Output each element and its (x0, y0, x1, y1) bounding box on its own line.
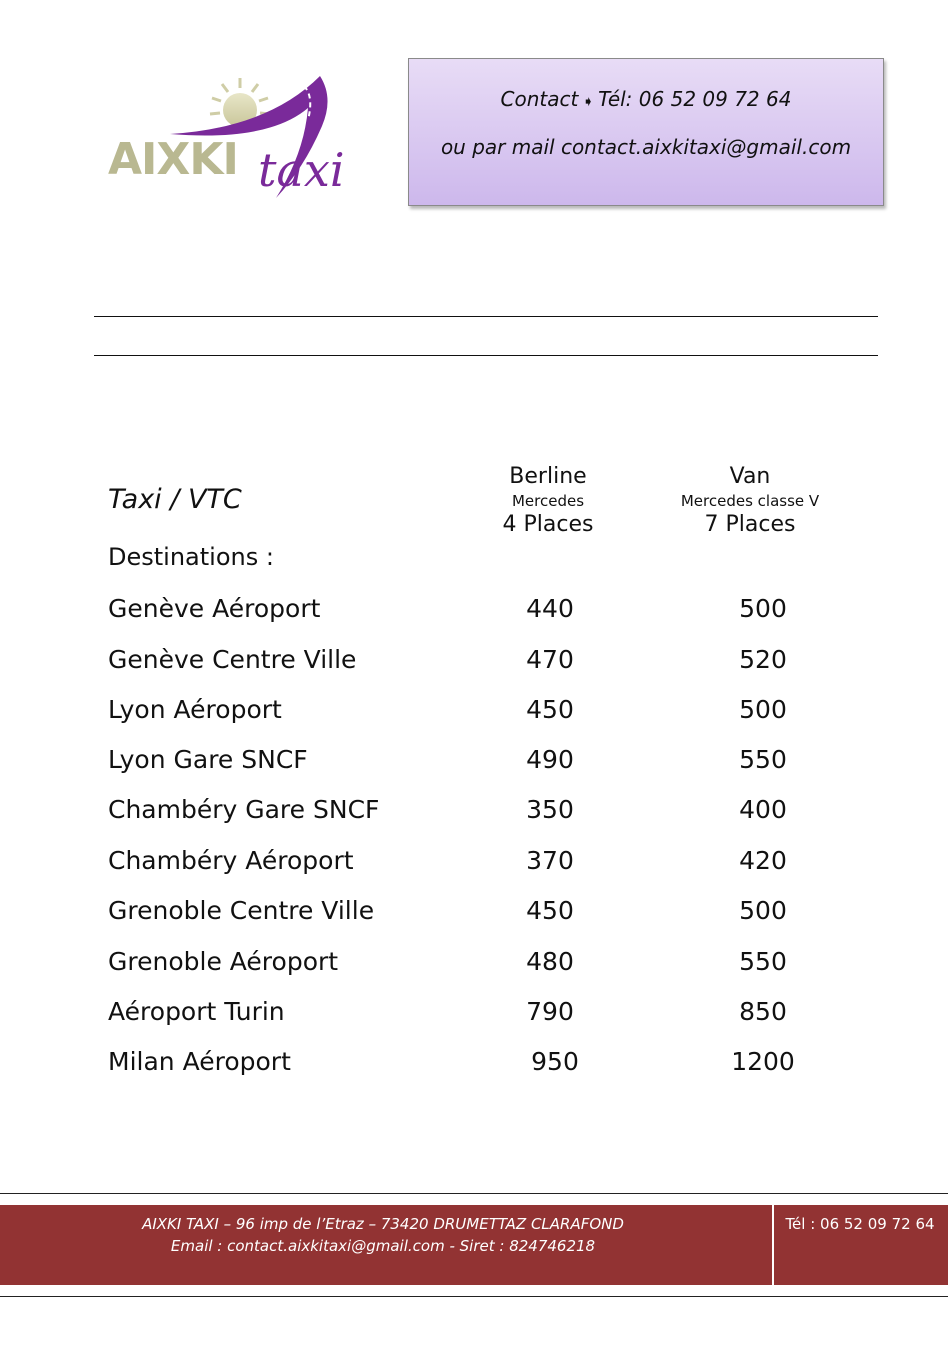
van-price: 500 (739, 594, 787, 623)
destination-name: Lyon Gare SNCF (108, 745, 308, 774)
table-row (0, 594, 948, 628)
destinations-label: Destinations : (108, 543, 274, 571)
table-row (0, 1047, 948, 1081)
berline-price: 470 (526, 645, 574, 674)
destination-name: Lyon Aéroport (108, 695, 282, 724)
column-name: Berline (509, 464, 587, 489)
contact-box (408, 58, 884, 206)
footer-divider (772, 1205, 774, 1285)
van-price: 520 (739, 645, 787, 674)
table-row (0, 846, 948, 880)
contact-phone[interactable]: Tél: 06 52 09 72 64 (598, 87, 792, 111)
table-row (0, 997, 948, 1031)
logo-script-text: taxi (258, 143, 345, 197)
table-row (0, 645, 948, 679)
footer-phone[interactable]: Tél : 06 52 09 72 64 (785, 1215, 935, 1233)
column-model: Mercedes (511, 492, 585, 510)
van-price: 420 (739, 846, 787, 875)
berline-price: 790 (526, 997, 574, 1026)
divider-line (94, 355, 878, 356)
berline-price: 370 (526, 846, 574, 875)
footer-email-siret[interactable]: Email : contact.aixkitaxi@gmail.com - Siret : 824746218 (170, 1237, 596, 1255)
column-header-van (650, 464, 850, 538)
column-header-berline (468, 464, 628, 538)
logo-brand-text: AIXKI (108, 134, 238, 185)
column-capacity: 4 Places (502, 512, 594, 537)
footer-top-line (0, 1193, 948, 1194)
destination-name: Grenoble Aéroport (108, 947, 339, 976)
table-row (0, 896, 948, 930)
table-row (0, 795, 948, 829)
destination-name: Aéroport Turin (108, 997, 285, 1026)
contact-email[interactable]: ou par mail contact.aixkitaxi@gmail.com (440, 135, 852, 159)
footer-company-info (0, 1213, 766, 1257)
berline-price: 440 (526, 594, 574, 623)
van-price: 550 (739, 947, 787, 976)
destination-name: Genève Aéroport (108, 594, 321, 623)
table-row (0, 745, 948, 779)
column-model: Mercedes classe V (680, 492, 820, 510)
van-price: 850 (739, 997, 787, 1026)
van-price: 500 (739, 695, 787, 724)
table-row (0, 947, 948, 981)
van-price: 1200 (731, 1047, 795, 1076)
berline-price: 480 (526, 947, 574, 976)
berline-price: 450 (526, 695, 574, 724)
column-name: Van (729, 464, 771, 489)
footer-bottom-line (0, 1296, 948, 1297)
berline-price: 350 (526, 795, 574, 824)
berline-price: 950 (531, 1047, 579, 1076)
footer-address: AIXKI TAXI – 96 imp de l’Etraz – 73420 DRUMETTAZ CLARAFOND (142, 1215, 624, 1233)
van-price: 500 (739, 896, 787, 925)
van-price: 550 (739, 745, 787, 774)
destination-name: Milan Aéroport (108, 1047, 291, 1076)
service-title: Taxi / VTC (108, 484, 242, 515)
contact-phone-line (409, 87, 883, 111)
contact-label: Contact (500, 87, 579, 111)
column-capacity: 7 Places (704, 512, 796, 537)
arrow-right-icon: ➧ (582, 94, 595, 110)
van-price: 400 (739, 795, 787, 824)
divider-line (94, 316, 878, 317)
logo-graphic (108, 68, 388, 208)
berline-price: 490 (526, 745, 574, 774)
table-row (0, 695, 948, 729)
destination-name: Chambéry Gare SNCF (108, 795, 380, 824)
destination-name: Genève Centre Ville (108, 645, 357, 674)
company-logo (108, 68, 388, 208)
destination-name: Grenoble Centre Ville (108, 896, 375, 925)
destination-name: Chambéry Aéroport (108, 846, 354, 875)
berline-price: 450 (526, 896, 574, 925)
